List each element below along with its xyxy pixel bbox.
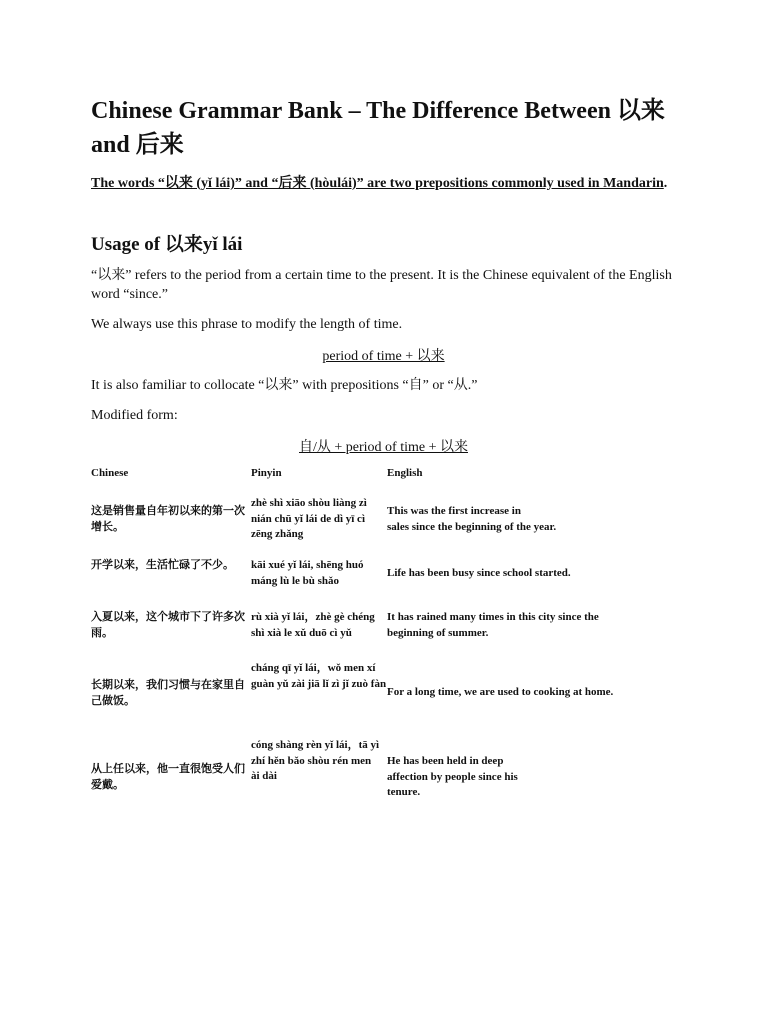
header-chinese: Chinese	[91, 467, 129, 479]
definition-paragraph: “以来” refers to the period from a certain time to the present. It is the Chinese equivalent of the English word “since.”	[91, 268, 672, 302]
page-title: Chinese Grammar Bank – The Difference Between 以来 and 后来	[91, 98, 665, 158]
formula-basic-text: period of time + 以来	[322, 349, 445, 364]
cell-chinese: 长期以来，我们习惯与在家里自己做饭。	[91, 679, 245, 707]
formula-modified	[91, 436, 676, 456]
modified-form-label: Modified form:	[91, 408, 178, 423]
cell-pinyin: rù xià yǐ lái，zhè gè chéng shì xià le xǔ duō cì yǔ	[251, 611, 375, 639]
intro-period: .	[663, 176, 668, 191]
formula-modified-text: 自/从 + period of time + 以来	[299, 440, 468, 455]
usage-paragraph: We always use this phrase to modify the length of time.	[91, 317, 403, 332]
cell-chinese: 从上任以来，他一直很饱受人们爱戴。	[91, 763, 245, 791]
cell-chinese: 开学以来，生活忙碌了不少。	[91, 559, 234, 571]
cell-english: Life has been busy since school started.	[387, 567, 571, 579]
collocation-paragraph: It is also familiar to collocate “以来” with prepositions “自” or “从.”	[91, 378, 478, 393]
cell-english: It has rained many times in this city since the beginning of summer.	[387, 611, 599, 639]
section-heading: Usage of 以来yǐ lái	[91, 234, 243, 255]
cell-pinyin: zhè shì xiāo shòu liàng zì nián chū yǐ lái de dì yī cì zēng zhǎng	[251, 497, 367, 540]
cell-chinese: 这是销售量自年初以来的第一次增长。	[91, 505, 245, 533]
cell-pinyin: kāi xué yǐ lái, shēng huó máng lù le bù shǎo	[251, 559, 364, 587]
cell-english: For a long time, we are used to cooking at home.	[387, 686, 614, 698]
cell-pinyin: cháng qī yǐ lái，wǒ men xí guàn yǔ zài jiā lǐ zì jǐ zuò fàn	[251, 662, 387, 690]
formula-basic	[91, 345, 676, 365]
intro-paragraph	[91, 172, 691, 196]
cell-chinese: 入夏以来，这个城市下了许多次雨。	[91, 611, 245, 639]
header-english: English	[387, 467, 423, 479]
cell-english: This was the first increase in sales since the beginning of the year.	[387, 505, 557, 533]
cell-pinyin: cóng shàng rèn yǐ lái，tā yì zhí hěn bǎo shòu rén men ài dài	[251, 739, 380, 782]
header-pinyin: Pinyin	[251, 467, 282, 479]
cell-english: He has been held in deep affection by people since his tenure.	[387, 755, 518, 798]
intro-text: The words “以来 (yǐ lái)” and “后来 (hòulái)” are two prepositions commonly used in Mandarin	[91, 176, 664, 191]
